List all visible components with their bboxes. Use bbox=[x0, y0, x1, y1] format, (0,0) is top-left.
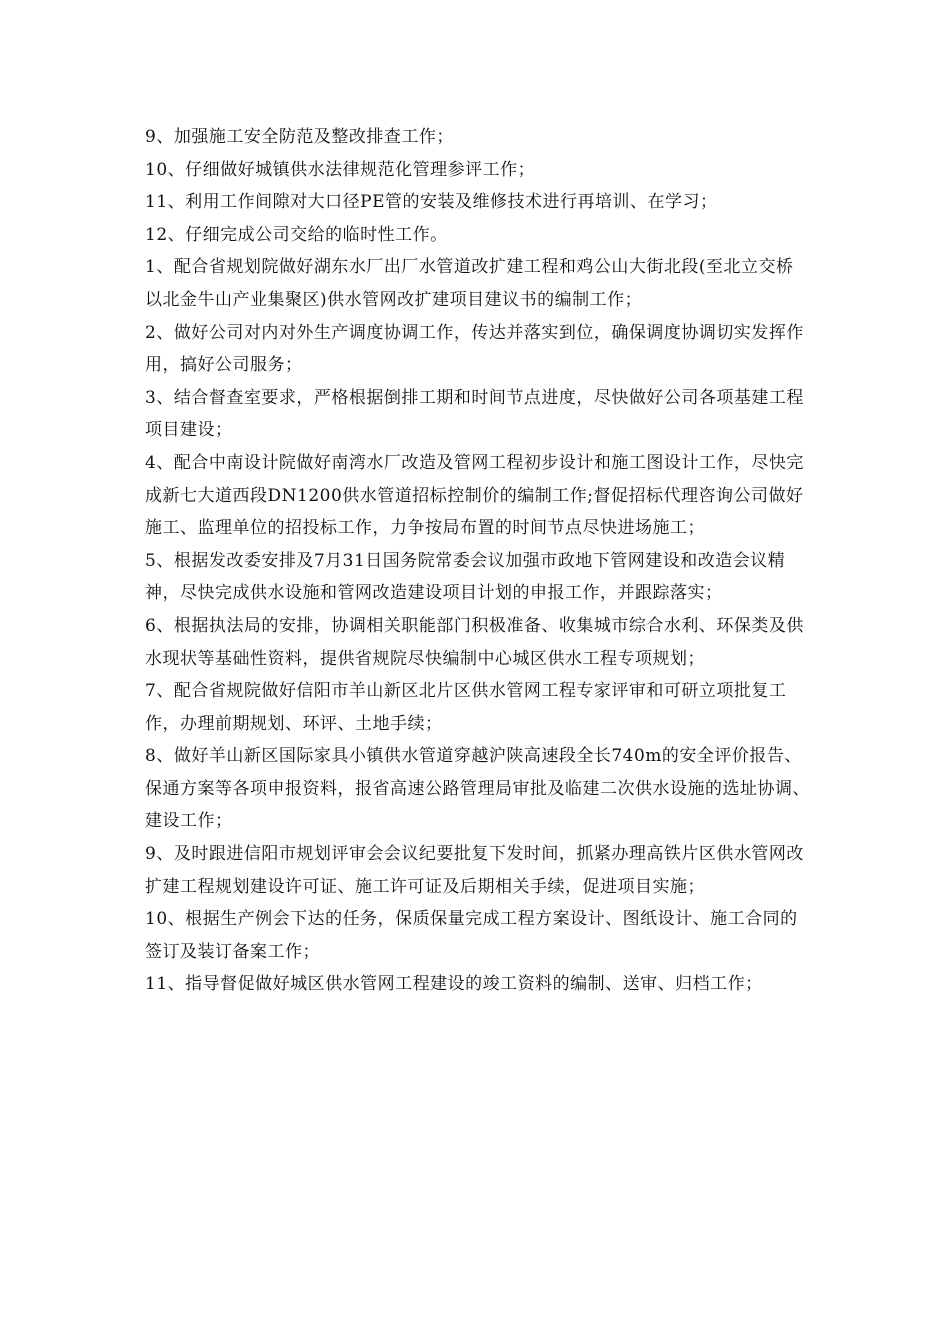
list-item: 6、根据执法局的安排，协调相关职能部门积极准备、收集城市综合水利、环保类及供水现状等基础性资料，提供省规院尽快编制中心城区供水工程专项规划； bbox=[145, 615, 804, 669]
list-item: 10、根据生产例会下达的任务，保质保量完成工程方案设计、图纸设计、施工合同的签订及装订备案工作； bbox=[145, 909, 798, 962]
list-item: 5、根据发改委安排及7月31日国务院常委会议加强市政地下管网建设和改造会议精神，尽快完成供水设施和管网改造建设项目计划的申报工作，并跟踪落实； bbox=[145, 550, 786, 604]
list-item: 11、利用工作间隙对大口径PE管的安装及维修技术进行再培训、在学习； bbox=[145, 192, 718, 213]
list-item: 8、做好羊山新区国际家具小镇供水管道穿越沪陕高速段全长740m的安全评价报告、保通方案等各项申报资料，报省高速公路管理局审批及临建二次供水设施的选址协调、建设工作； bbox=[145, 746, 810, 832]
list-item: 10、仔细做好城镇供水法律规范化管理参评工作； bbox=[145, 159, 536, 180]
document-body bbox=[145, 121, 810, 1001]
list-item: 4、配合中南设计院做好南湾水厂改造及管网工程初步设计和施工图设计工作，尽快完成新七大道西段DN1200供水管道招标控制价的编制工作;督促招标代理咨询公司做好施工、监理单位的招投标工作，力争按局布置的时间节点尽快进场施工； bbox=[145, 452, 804, 539]
list-item: 1、配合省规划院做好湖东水厂出厂水管道改扩建工程和鸡公山大街北段(至北立交桥以北金牛山产业集聚区)供水管网改扩建项目建议书的编制工作； bbox=[145, 257, 794, 310]
list-item: 3、结合督查室要求，严格根据倒排工期和时间节点进度，尽快做好公司各项基建工程项目建设； bbox=[145, 387, 804, 441]
list-item: 9、及时跟进信阳市规划评审会会议纪要批复下发时间，抓紧办理高铁片区供水管网改扩建工程规划建设许可证、施工许可证及后期相关手续，促进项目实施； bbox=[145, 844, 804, 897]
list-item: 9、加强施工安全防范及整改排查工作； bbox=[145, 127, 454, 147]
list-item: 12、仔细完成公司交给的临时性工作。 bbox=[145, 224, 448, 245]
list-item: 7、配合省规院做好信阳市羊山新区北片区供水管网工程专家评审和可研立项批复工作，办理前期规划、环评、土地手续； bbox=[145, 681, 787, 734]
list-item: 2、做好公司对内对外生产调度协调工作，传达并落实到位，确保调度协调切实发挥作用，搞好公司服务； bbox=[145, 322, 804, 376]
list-item: 11、指导督促做好城区供水管网工程建设的竣工资料的编制、送审、归档工作； bbox=[145, 974, 763, 995]
